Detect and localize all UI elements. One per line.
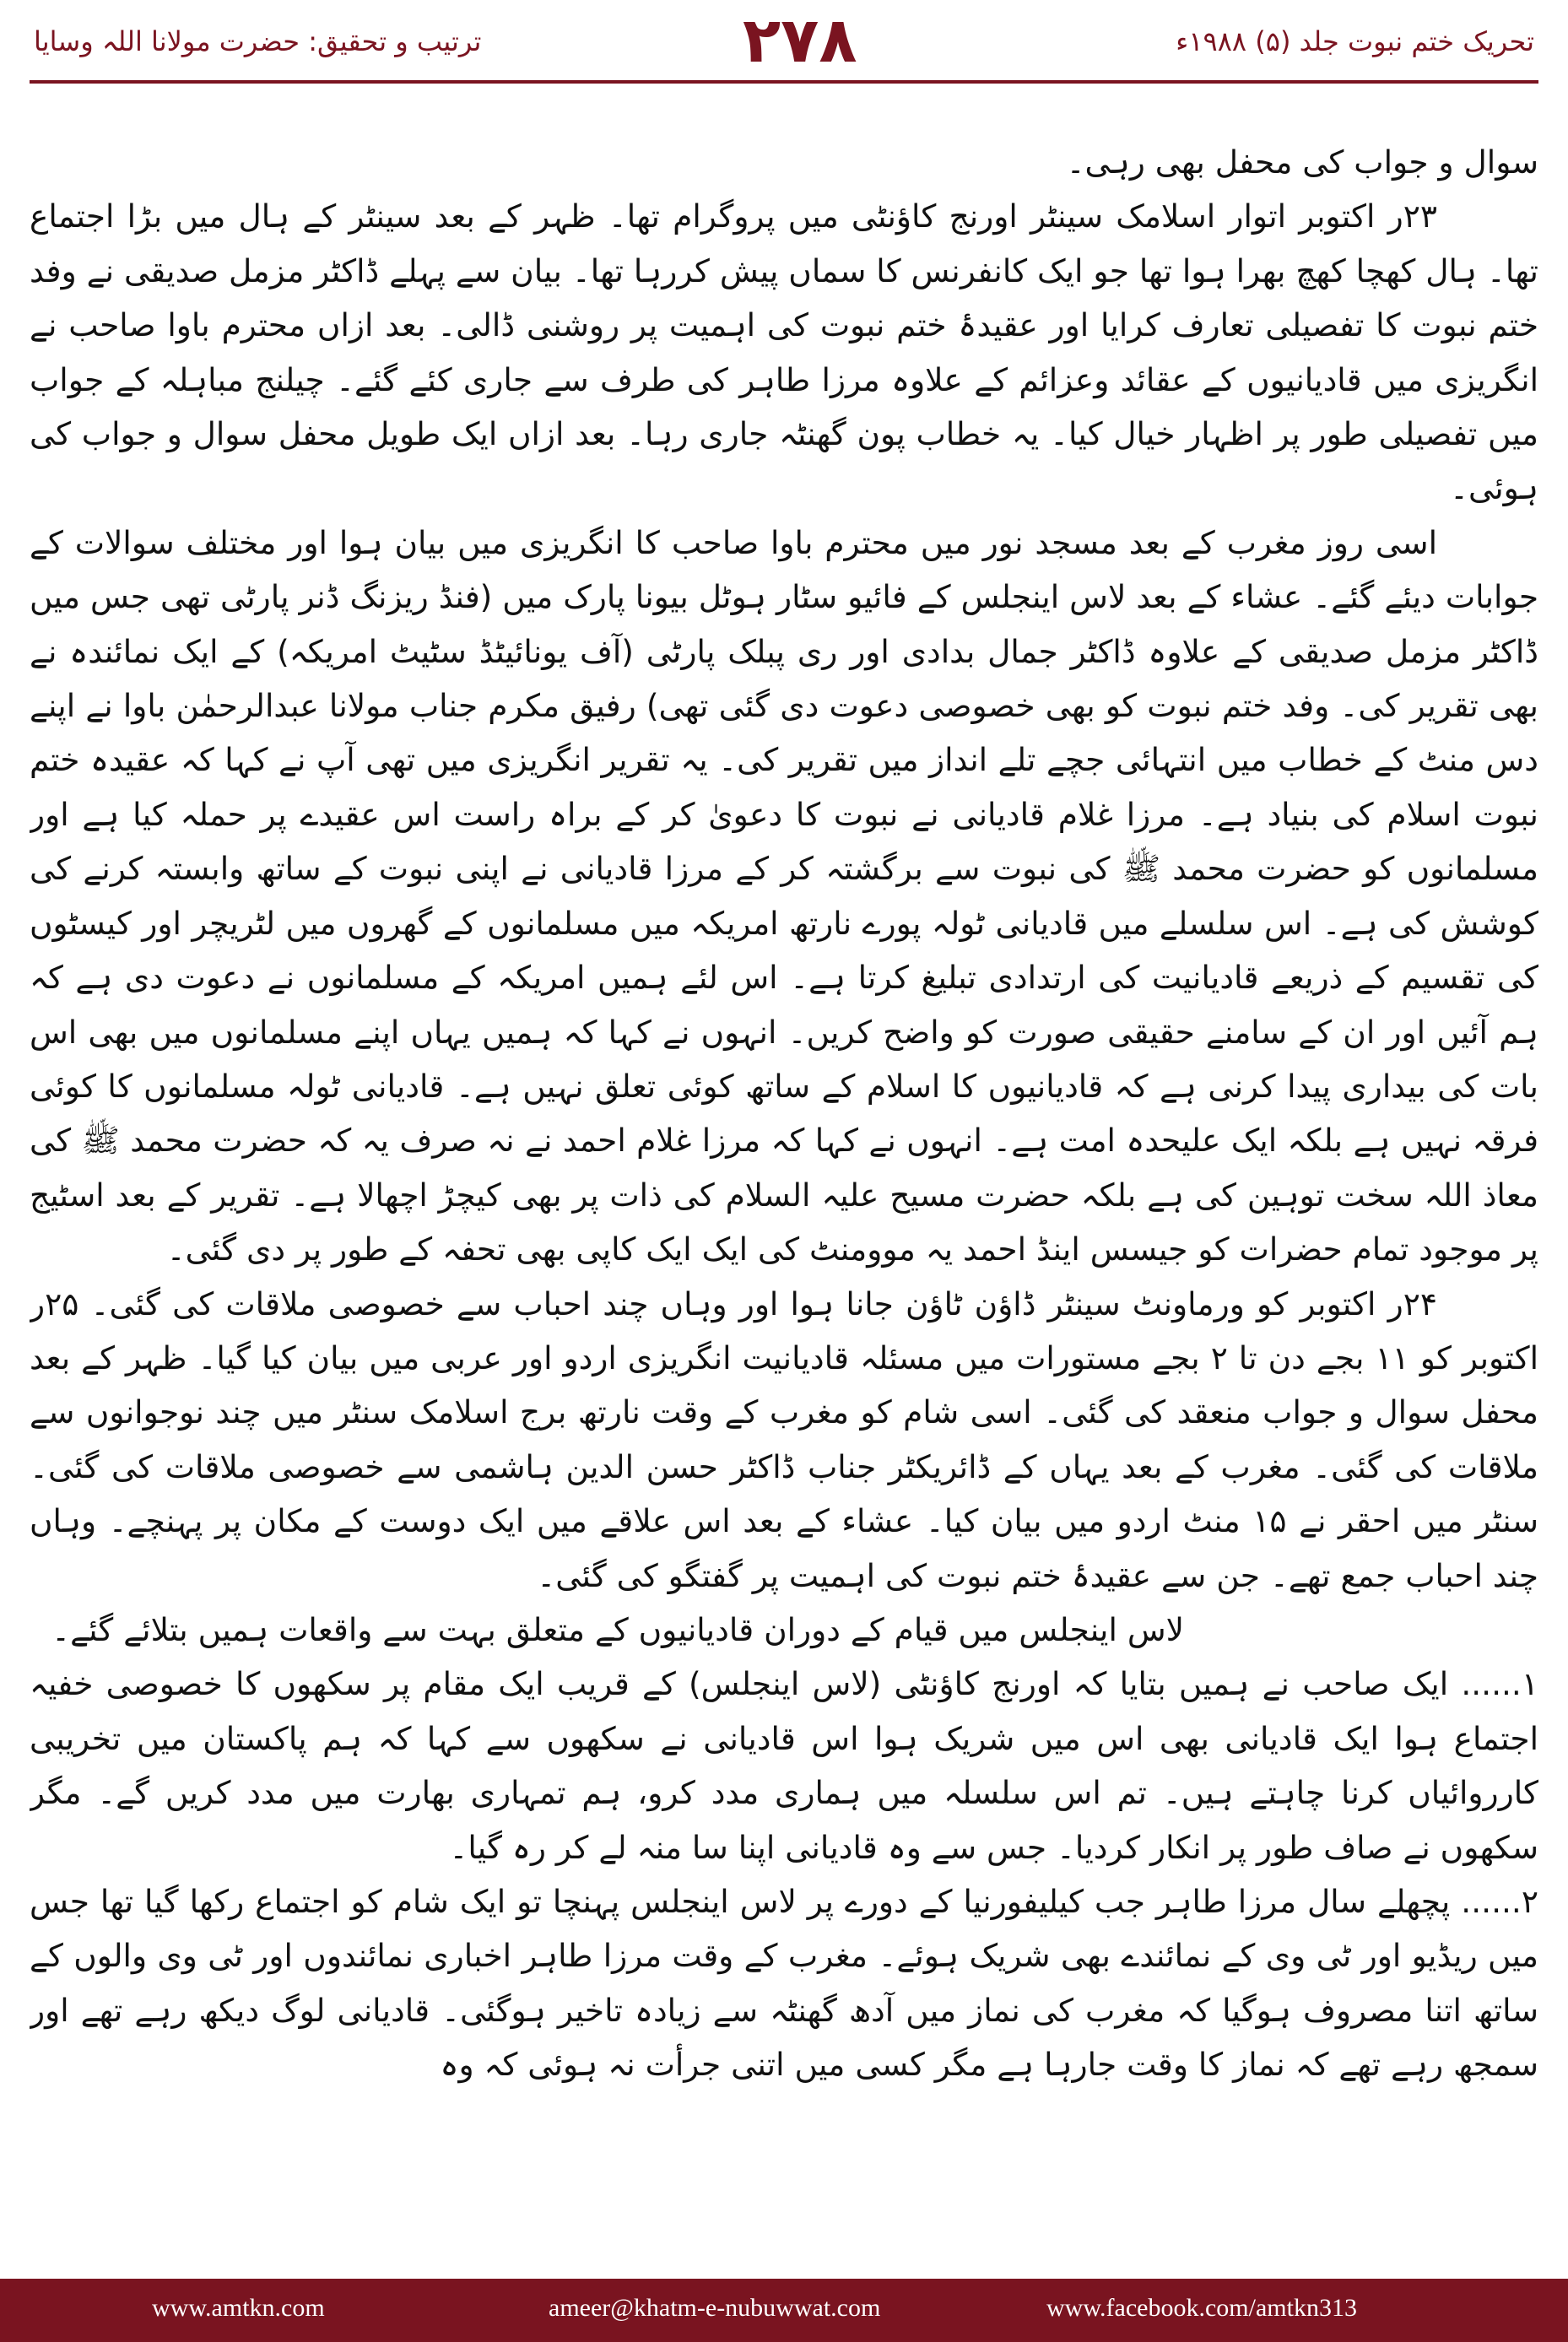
paragraph-2: ۲۳ر اکتوبر اتوار اسلامک سینٹر اورنج کاؤنٹی میں پروگرام تھا۔ ظہر کے بعد سینٹر کے ہال میں بڑا اجتماع تھا۔ ہال کھچا کھچ بھرا ہوا تھا جو ایک کانفرنس کا سماں پیش کررہا تھا۔ بیان سے پہلے ڈاکٹر مزمل صدیقی نے وفد ختم نبوت کا تفصیلی تعارف کرایا اور عقیدۂ ختم نبوت کی اہمیت پر روشنی ڈالی۔ بعد ازاں محترم باوا صاحب نے انگریزی میں قادیانیوں کے عقائد وعزائم کے علاوہ مرزا طاہر کی طرف سے جاری کئے گئے۔ چیلنج مباہلہ کے جواب میں تفصیلی طور پر اظہار خیال کیا۔ یہ خطاب پون گھنٹہ جاری رہا۔ بعد ازاں ایک طویل محفل سوال و جواب کی ہوئی۔ bbox=[30, 197, 1538, 507]
paragraph-5: لاس اینجلس میں قیام کے دوران قادیانیوں کے متعلق بہت سے واقعات ہمیں بتلائے گئے۔ bbox=[51, 1610, 1184, 1648]
page-number: ۲۷۸ bbox=[743, 4, 857, 77]
footer-facebook-link[interactable]: www.facebook.com/amtkn313 bbox=[1046, 2294, 1357, 2322]
paragraph-4: ۲۴ر اکتوبر کو ورماونٹ سینٹر ڈاؤن ٹاؤن جانا ہوا اور وہاں چند احباب سے خصوصی ملاقات کی گئی۔ ۲۵ر اکتوبر کو ۱۱ بجے دن تا ۲ بجے مستورات میں مسئلہ قادیانیت انگریزی اردو اور عربی میں بیان کیا گیا۔ ظہر کے بعد محفل سوال و جواب منعقد کی گئی۔ اسی شام کو مغرب کے وقت نارتھ برج اسلامک سنٹر میں چند نوجوانوں سے ملاقات کی گئی۔ مغرب کے بعد یہاں کے ڈائریکٹر جناب ڈاکٹر حسن الدین ہاشمی سے خصوصی ملاقات کی گئی۔ سنٹر میں احقر نے ۱۵ منٹ اردو میں بیان کیا۔ عشاء کے بعد اس علاقے میں ایک دوست کے مکان پر پہنچے۔ وہاں چند احباب جمع تھے۔ جن سے عقیدۂ ختم نبوت کی اہمیت پر گفتگو کی گئی۔ bbox=[30, 1285, 1538, 1594]
paragraph-1: سوال و جواب کی محفل بھی رہی۔ bbox=[1066, 143, 1538, 181]
page-header bbox=[0, 0, 1568, 127]
header-divider bbox=[30, 80, 1538, 84]
paragraph-3: اسی روز مغرب کے بعد مسجد نور میں محترم باوا صاحب کا انگریزی میں بیان ہوا اور مختلف سوالات کے جوابات دیئے گئے۔ عشاء کے بعد لاس اینجلس کے فائیو سٹار ہوٹل بیونا پارک میں (فنڈ ریزنگ ڈنر پارٹی تھی جس میں ڈاکٹر مزمل صدیقی کے علاوہ ڈاکٹر جمال بدادی اور ری پبلک پارٹی (آف یونائیٹڈ سٹیٹ امریکہ) کے ایک نمائندہ نے بھی تقریر کی۔ وفد ختم نبوت کو بھی خصوصی دعوت دی گئی تھی) رفیق مکرم جناب مولانا عبدالرحمٰن باوا نے اپنے دس منٹ کے خطاب میں انتہائی جچے تلے انداز میں تقریر کی۔ یہ تقریر انگریزی میں تھی آپ نے کہا کہ عقیدہ ختم نبوت اسلام کی بنیاد ہے۔ مرزا غلام قادیانی نے نبوت کا دعویٰ کر کے براہ راست اس عقیدے پر حملہ کیا ہے اور مسلمانوں کو حضرت محمد ﷺ کی نبوت سے برگشتہ کر کے مرزا قادیانی نے اپنی نبوت کے ساتھ وابستہ کرنے کی کوشش کی ہے۔ اس سلسلے میں قادیانی ٹولہ پورے نارتھ امریکہ میں مسلمانوں کے گھروں میں لٹریچر اور کیسٹوں کی تقسیم کے ذریعے قادیانیت کی ارتدادی تبلیغ کرتا ہے۔ اس لئے ہمیں امریکہ کے مسلمانوں نے دعوت دی ہے کہ ہم آئیں اور ان کے سامنے حقیقی صورت کو واضح کریں۔ انہوں نے کہا کہ ہمیں یہاں اپنے مسلمانوں میں بھی اس بات کی بیداری پیدا کرنی ہے کہ قادیانیوں کا اسلام کے ساتھ کوئی تعلق نہیں ہے۔ قادیانی ٹولہ مسلمانوں کا کوئی فرقہ نہیں ہے بلکہ ایک علیحدہ امت ہے۔ انہوں نے کہا کہ مرزا غلام احمد نے نہ صرف یہ کہ حضرت محمد ﷺ کی معاذ اللہ سخت توہین کی ہے بلکہ حضرت مسیح علیہ السلام کی ذات پر بھی کیچڑ اچھالا ہے۔ تقریر کے بعد اسٹیج پر موجود تمام حضرات کو جیسس اینڈ احمد یہ موومنٹ کی ایک ایک کاپی بھی تحفہ کے طور پر دی گئی۔ bbox=[30, 523, 1538, 1268]
footer-email-link[interactable]: ameer@khatm-e-nubuwwat.com bbox=[549, 2294, 881, 2322]
footer-website-link[interactable]: www.amtkn.com bbox=[152, 2294, 325, 2322]
book-title: تحریک ختم نبوت جلد (۵) ۱۹۸۸ء bbox=[1176, 25, 1534, 57]
numbered-item-2: ۲...... پچھلے سال مرزا طاہر جب کیلیفورنیا کے دورے پر لاس اینجلس پہنچا تو ایک شام کو اجتماع رکھا گیا تھا جس میں ریڈیو اور ٹی وی کے نمائندے بھی شریک ہوئے۔ مغرب کے وقت مرزا طاہر اخباری نمائندوں اور ٹی وی والوں کے ساتھ اتنا مصروف ہوگیا کہ مغرب کی نماز میں آدھ گھنٹہ سے زیادہ تاخیر ہوگئی۔ قادیانی لوگ دیکھ رہے تھے اور سمجھ رہے تھے کہ نماز کا وقت جارہا ہے مگر کسی میں اتنی جرأت نہ ہوئی کہ وہ bbox=[30, 1883, 1538, 2084]
numbered-item-1: ۱...... ایک صاحب نے ہمیں بتایا کہ اورنج کاؤنٹی (لاس اینجلس) کے قریب ایک مقام پر سکھوں کا خصوصی خفیہ اجتماع ہوا ایک قادیانی بھی اس میں شریک ہوا اس قادیانی نے سکھوں سے کہا کہ ہم پاکستان میں تخریبی کارروائیاں کرنا چاہتے ہیں۔ تم اس سلسلہ میں ہماری مدد کرو، ہم تمہاری بھارت میں مدد کریں گے۔ مگر سکھوں نے صاف طور پر انکار کردیا۔ جس سے وہ قادیانی اپنا سا منہ لے کر رہ گیا۔ bbox=[30, 1665, 1538, 1866]
page-body bbox=[30, 135, 1538, 2211]
compiler-credit: ترتیب و تحقیق: حضرت مولانا اللہ وسایا bbox=[34, 25, 482, 57]
page-footer bbox=[0, 2279, 1568, 2342]
